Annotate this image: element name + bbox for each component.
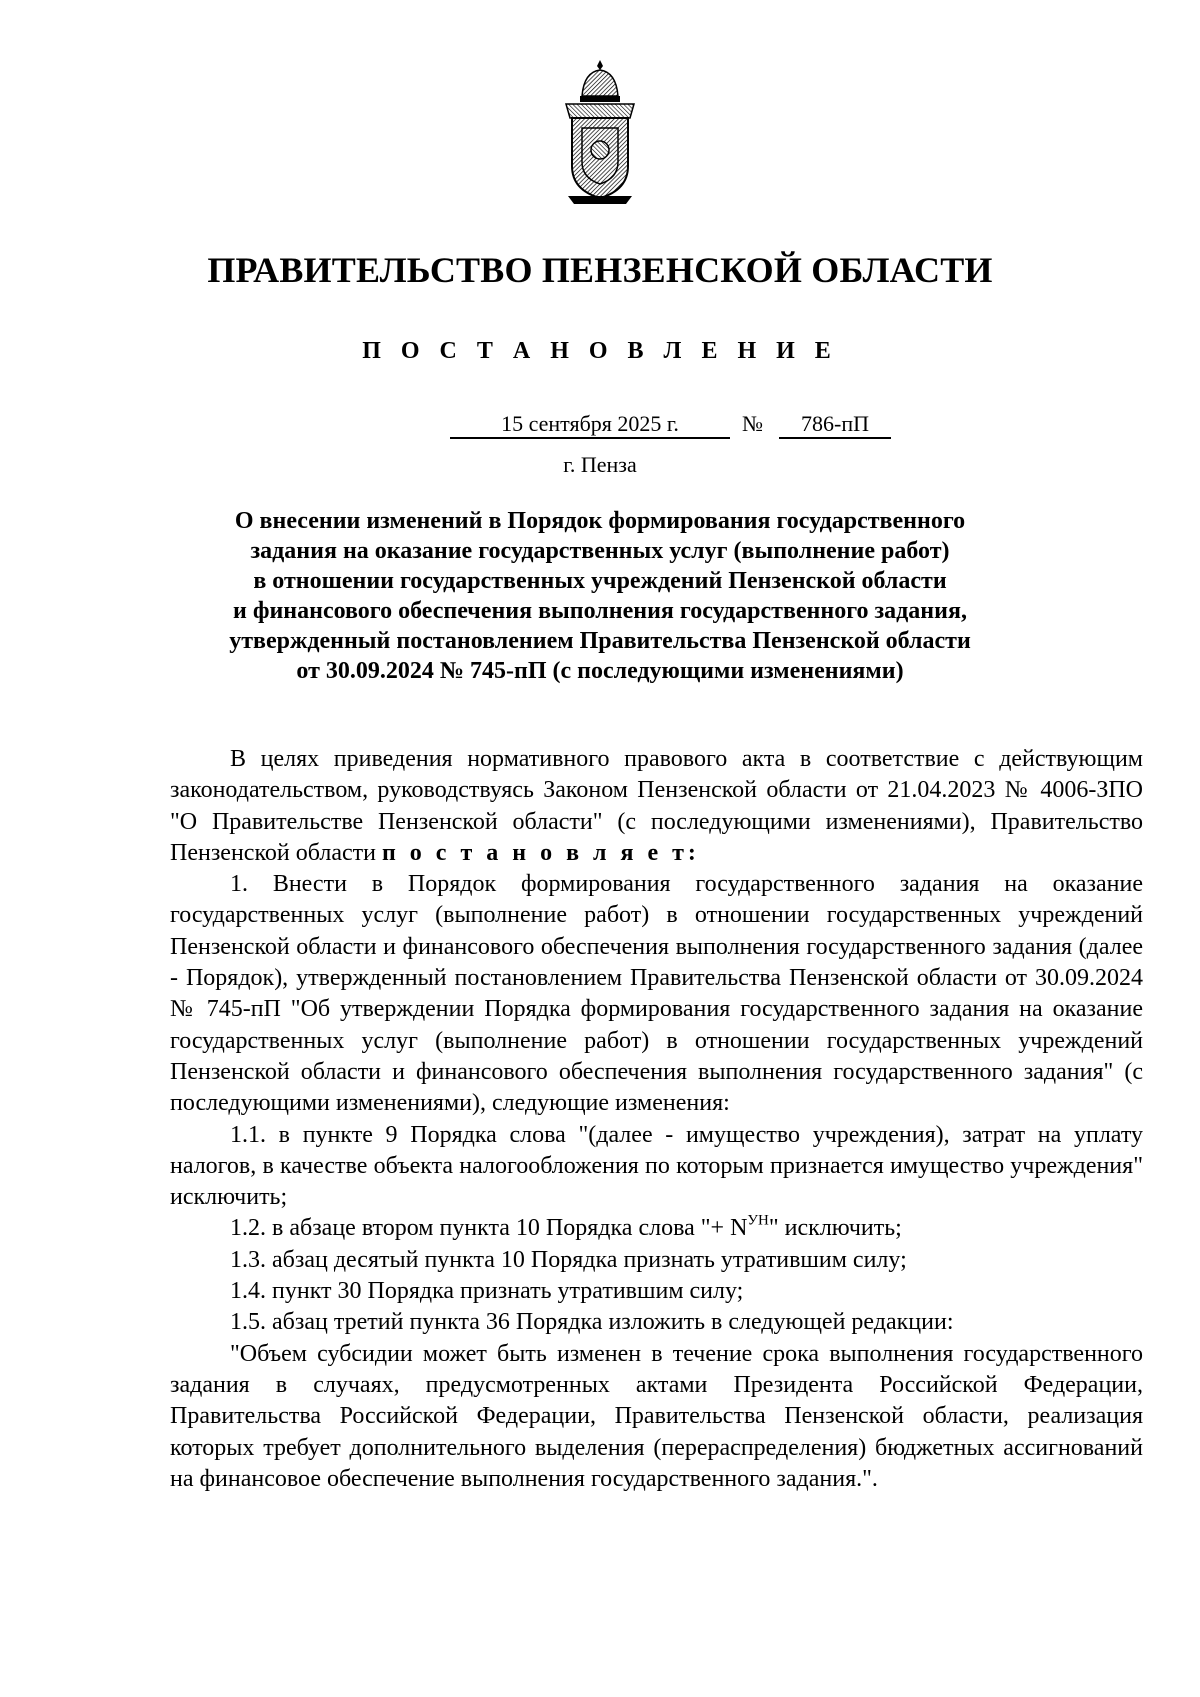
coat-of-arms-icon [560,58,640,208]
organization-title: ПРАВИТЕЛЬСТВО ПЕНЗЕНСКОЙ ОБЛАСТИ [207,250,993,290]
number-sign: № [742,411,763,436]
heading-line: задания на оказание государственных услуг (выполнение работ) [250,538,950,564]
quoted-text: "Объем субсидии может быть изменен в течение срока выполнения государственного задания в случаях, предусмотренных актами Президента Российской Федерации, Правительства Российской Федерации, Правительства Пензенской области, реализация которых требует дополнительного выделения (перераспределения) бюджетных ассигнований на финансовое обеспечение выполнения государственного задания.". [170,1340,1143,1492]
item-1-2-superscript: УН [747,1212,769,1229]
item-1-2-text-after: " исключить; [768,1215,902,1242]
document-type: П О С Т А Н О В Л Е Н И Е [362,338,838,364]
heading-line: в отношении государственных учреждений Пензенской области [253,568,947,594]
heading-line: О внесении изменений в Порядок формирования государственного [234,508,966,534]
document-number: 786-пП [779,410,891,439]
preamble-text: В целях приведения нормативного правового акта в соответствие с действующим законодательством, руководствуясь Законом Пензенской области от 21.04.2023 № 4006-ЗПО "О Правительстве Пензенской области" (с последующими изменениями), Правительство Пензенской области [170,746,1143,866]
heading-line: утвержденный постановлением Правительства Пензенской области [229,628,971,654]
date-number-line [0,410,1200,438]
item-1-1: 1.1. в пункте 9 Порядка слова "(далее - имущество учреждения), затрат на уплату налогов, в качестве объекта налогообложения по которым признается имущество учреждения" исключить; [170,1121,1143,1211]
item-1-5: 1.5. абзац третий пункта 36 Порядка изложить в следующей редакции: [230,1309,954,1336]
item-1-3: 1.3. абзац десятый пункта 10 Порядка признать утратившим силу; [230,1246,907,1273]
document-body [170,744,1143,1495]
item-1-4: 1.4. пункт 30 Порядка признать утратившим силу; [230,1278,744,1305]
preamble-paragraph [170,744,1143,869]
decree-word: п о с т а н о в л я е т: [381,839,700,866]
heading-line: от 30.09.2024 № 745-пП (с последующими изменениями) [296,658,904,684]
document-date: 15 сентября 2025 г. [450,410,730,439]
item-1-2-text-before: 1.2. в абзаце втором пункта 10 Порядка слова "+ N [230,1215,748,1242]
heading-line: и финансового обеспечения выполнения государственного задания, [233,598,967,624]
item-1-2 [170,1213,1143,1244]
city: г. Пенза [563,452,637,477]
paragraph-1: 1. Внести в Порядок формирования государственного задания на оказание государственных услуг (выполнение работ) в отношении государственных учреждений Пензенской области и финансового обеспечения выполнения государственного задания (далее - Порядок), утвержденный постановлением Правительства Пензенской области от 30.09.2024 № 745-пП "Об утверждении Порядка формирования государственного задания на оказание государственных услуг (выполнение работ) в отношении государственных учреждений Пензенской области и финансового обеспечения выполнения государственного задания" (с последующими изменениями), следующие изменения: [170,871,1143,1117]
document-heading [170,506,1030,686]
